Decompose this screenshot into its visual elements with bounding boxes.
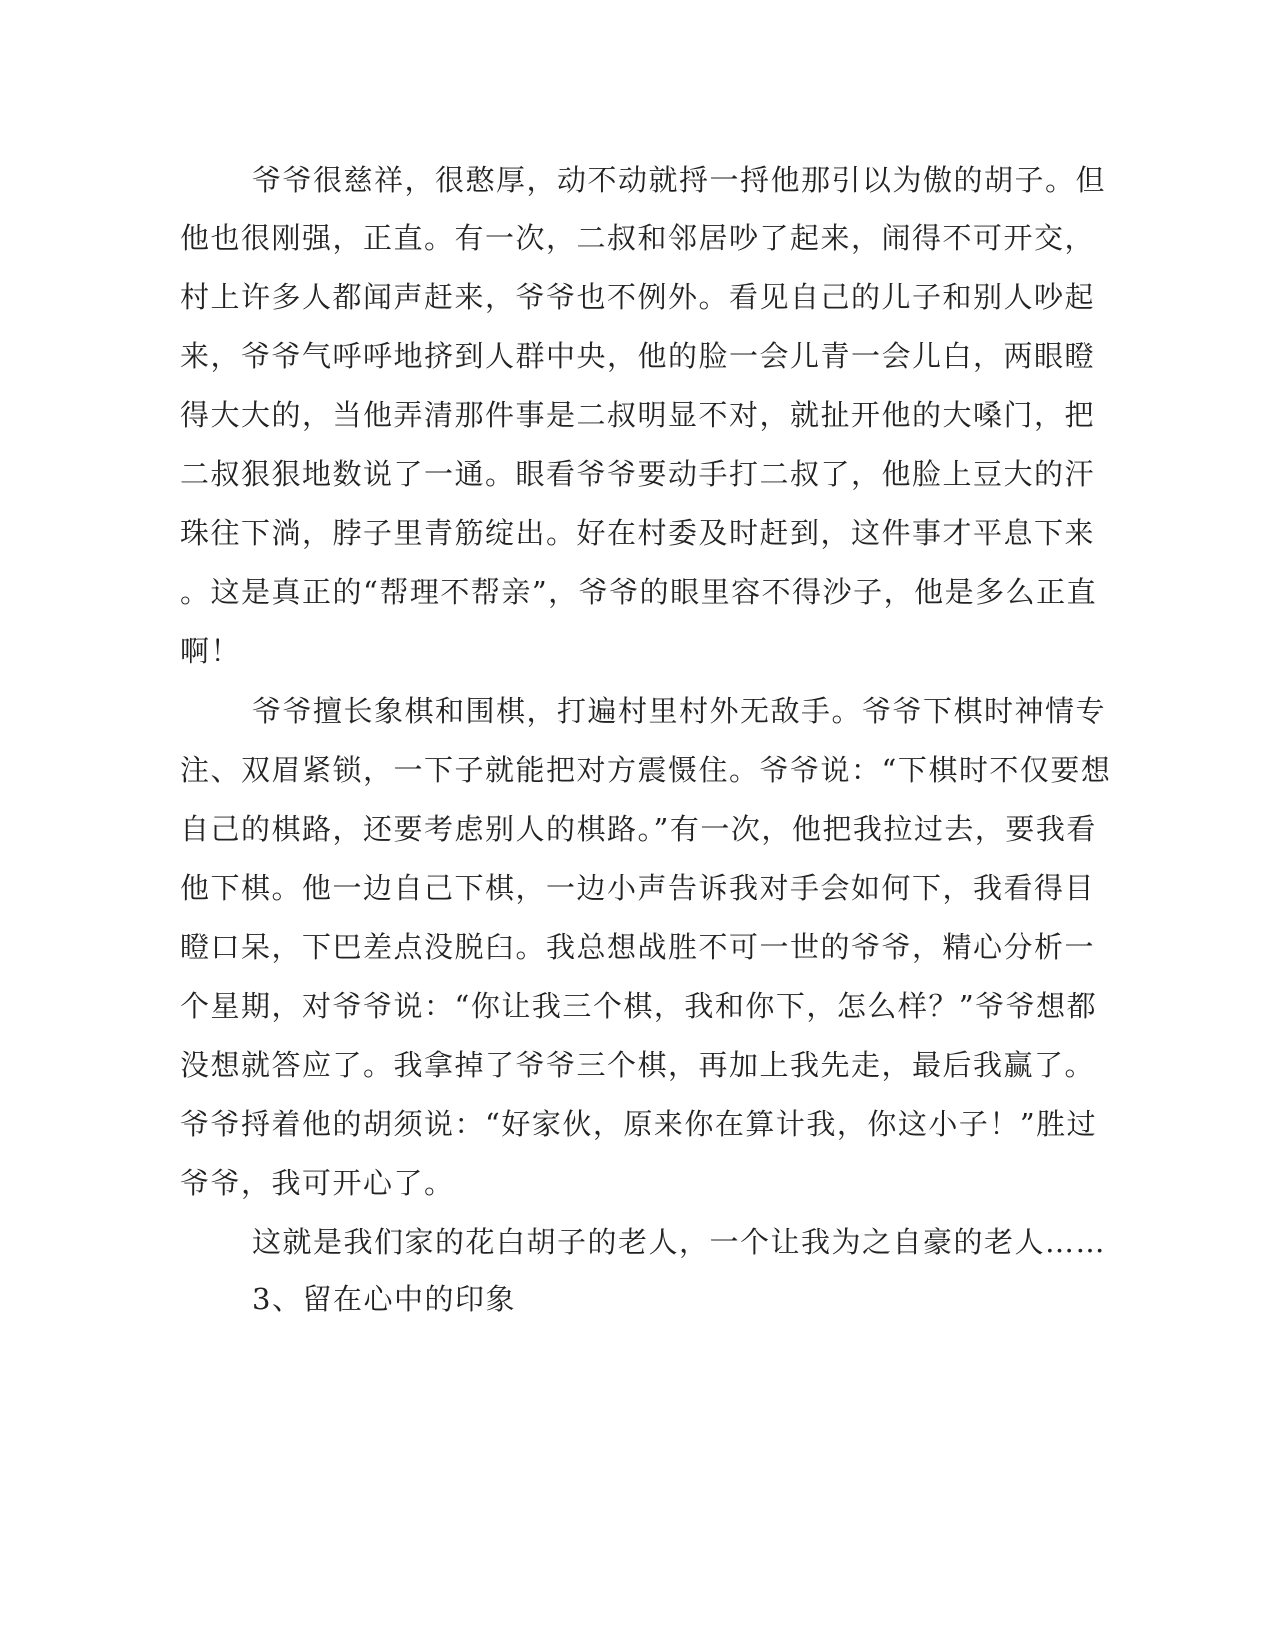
paragraph-2-line-3: 自己的棋路，还要考虑别人的棋路。”有一次，他把我拉过去，要我看 (180, 812, 1097, 846)
paragraph-2-line-8: 爷爷捋着他的胡须说：“好家伙，原来你在算计我，你这小子！”胜过 (180, 1107, 1098, 1141)
paragraph-2-line-9: 爷爷，我可开心了。 (180, 1166, 455, 1200)
paragraph-1-line-9: 啊！ (180, 634, 242, 668)
section-heading: 3、留在心中的印象 (252, 1282, 516, 1316)
paragraph-2-line-1: 爷爷擅长象棋和围棋，打遍村里村外无敌手。爷爷下棋时神情专 (252, 694, 1107, 728)
paragraph-1-line-1: 爷爷很慈祥，很憨厚，动不动就捋一捋他那引以为傲的胡子。但 (252, 163, 1107, 197)
paragraph-2-line-6: 个星期，对爷爷说：“你让我三个棋，我和你下，怎么样？”爷爷想都 (180, 989, 1098, 1023)
paragraph-1-line-7: 珠往下淌，脖子里青筋绽出。好在村委及时赶到，这件事才平息下来 (180, 516, 1096, 550)
paragraph-1-line-3: 村上许多人都闻声赶来，爷爷也不例外。看见自己的儿子和别人吵起 (180, 280, 1096, 314)
paragraph-2-line-4: 他下棋。他一边自己下棋，一边小声告诉我对手会如何下，我看得目 (180, 871, 1096, 905)
paragraph-3-line-1: 这就是我们家的花白胡子的老人，一个让我为之自豪的老人…… (252, 1225, 1107, 1259)
paragraph-1-line-6: 二叔狠狠地数说了一通。眼看爷爷要动手打二叔了，他脸上豆大的汗 (180, 457, 1096, 491)
paragraph-2-line-5: 瞪口呆，下巴差点没脱臼。我总想战胜不可一世的爷爷，精心分析一 (180, 930, 1096, 964)
paragraph-1-line-5: 得大大的，当他弄清那件事是二叔明显不对，就扯开他的大嗓门，把 (180, 398, 1096, 432)
paragraph-1-line-2: 他也很刚强，正直。有一次，二叔和邻居吵了起来，闹得不可开交， (180, 221, 1096, 255)
paragraph-1-line-8: 。这是真正的“帮理不帮亲”，爷爷的眼里容不得沙子，他是多么正直 (180, 575, 1098, 609)
paragraph-1-line-4: 来，爷爷气呼呼地挤到人群中央，他的脸一会儿青一会儿白，两眼瞪 (180, 339, 1096, 373)
paragraph-2-line-7: 没想就答应了。我拿掉了爷爷三个棋，再加上我先走，最后我赢了。 (180, 1048, 1096, 1082)
paragraph-2-line-2: 注、双眉紧锁，一下子就能把对方震慑住。爷爷说：“下棋时不仅要想 (180, 753, 1112, 787)
